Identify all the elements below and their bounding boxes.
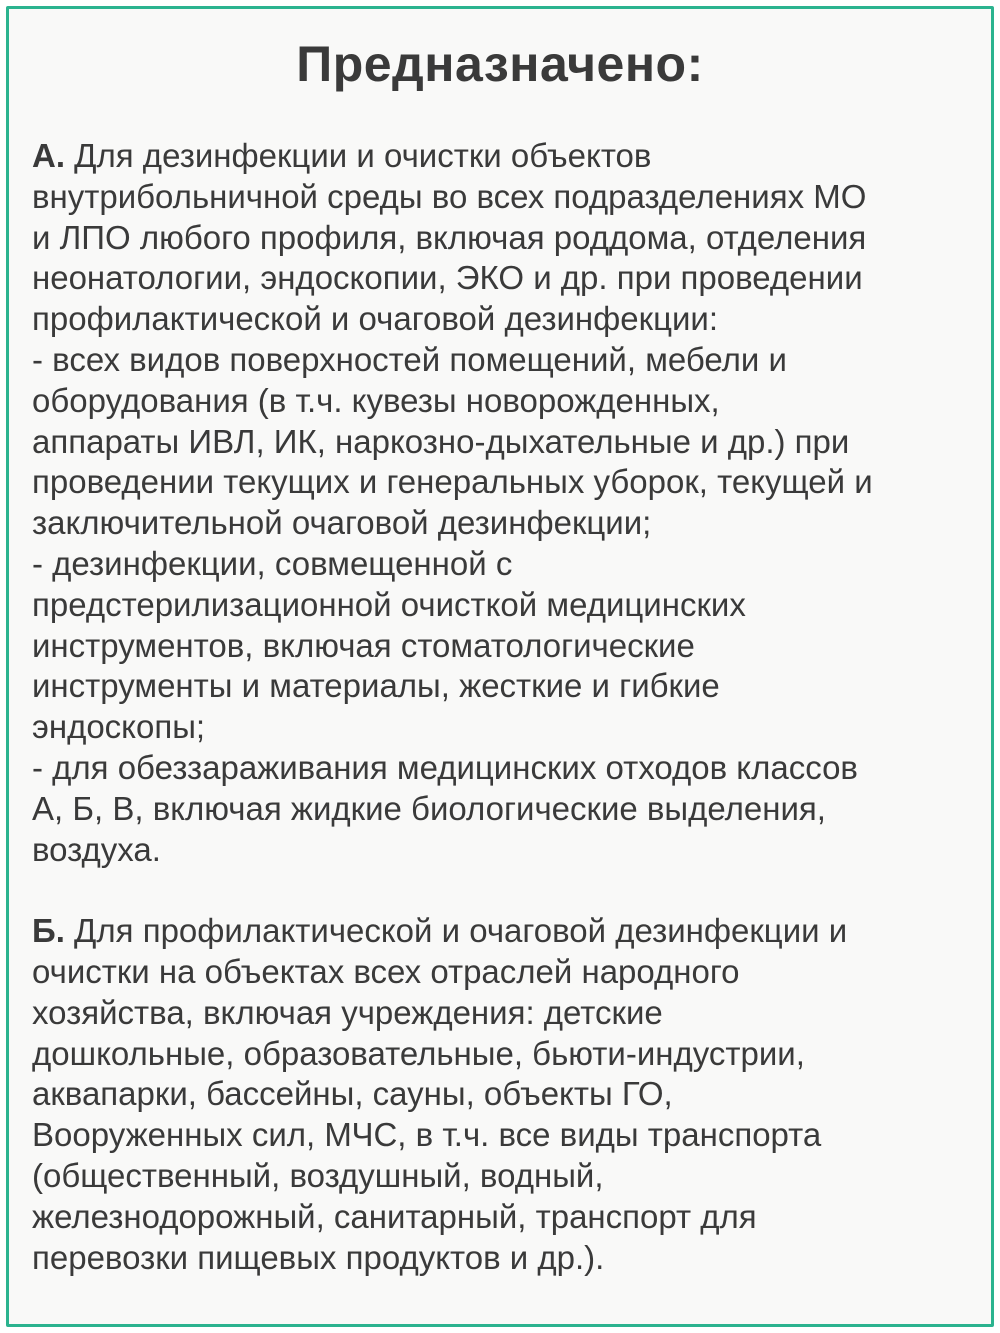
- section-a-line-15: - для обеззараживания медицинских отходов классов: [32, 748, 858, 786]
- section-a-line-11: предстерилизационной очисткой медицинских: [32, 585, 746, 623]
- section-a-line-4: профилактической и очаговой дезинфекции:: [32, 300, 719, 338]
- section-b-line-5: Вооруженных сил, МЧС, в т.ч. все виды транспорта: [32, 1116, 822, 1154]
- section-a-line-17: воздуха.: [32, 830, 161, 868]
- section-a-line-1: внутрибольничной среды во всех подразделениях МО: [32, 177, 867, 215]
- section-b-line-1: очистки на объектах всех отраслей народного: [32, 952, 740, 990]
- section-b-label: Б.: [32, 912, 65, 950]
- section-b-line-7: железнодорожный, санитарный, транспорт для: [32, 1197, 757, 1235]
- section-a-line-6: оборудования (в т.ч. кувезы новорожденных,: [32, 381, 720, 419]
- text-line: [32, 136, 982, 177]
- section-a-line-12: инструментов, включая стоматологические: [32, 626, 695, 664]
- page-title: Предназначено:: [296, 36, 704, 92]
- section-b: [32, 911, 982, 1278]
- section-b-line-4: аквапарки, бассейны, сауны, объекты ГО,: [32, 1075, 673, 1113]
- section-b-line-3: дошкольные, образовательные, бьюти-индустрии,: [32, 1034, 805, 1072]
- section-a: [32, 136, 982, 870]
- section-a-line-9: заключительной очаговой дезинфекции;: [32, 504, 652, 542]
- section-a-line-14: эндоскопы;: [32, 708, 206, 746]
- text-line: [32, 911, 982, 952]
- section-a-line-13: инструменты и материалы, жесткие и гибкие: [32, 667, 720, 705]
- section-a-line-0: Для дезинфекции и очистки объектов: [65, 137, 652, 174]
- section-b-line-6: (общественный, воздушный, водный,: [32, 1156, 604, 1194]
- section-a-line-7: аппараты ИВЛ, ИК, наркозно-дыхательные и др.) при: [32, 422, 850, 460]
- section-a-line-16: А, Б, В, включая жидкие биологические выделения,: [32, 789, 826, 827]
- section-b-line-0: Для профилактической и очаговой дезинфекции и: [64, 912, 848, 950]
- section-b-line-8: перевозки пищевых продуктов и др.).: [32, 1238, 605, 1276]
- section-a-line-3: неонатологии, эндоскопии, ЭКО и др. при проведении: [32, 259, 863, 297]
- section-a-label: А.: [32, 137, 65, 174]
- section-a-line-8: проведении текущих и генеральных уборок, текущей и: [32, 463, 873, 501]
- section-spacer: [32, 870, 982, 911]
- section-a-line-10: - дезинфекции, совмещенной с: [32, 544, 513, 582]
- section-a-line-2: и ЛПО любого профиля, включая роддома, отделения: [32, 218, 867, 256]
- section-b-line-2: хозяйства, включая учреждения: детские: [32, 993, 663, 1031]
- section-a-line-5: - всех видов поверхностей помещений, мебели и: [32, 340, 787, 378]
- document-body: [32, 136, 982, 1278]
